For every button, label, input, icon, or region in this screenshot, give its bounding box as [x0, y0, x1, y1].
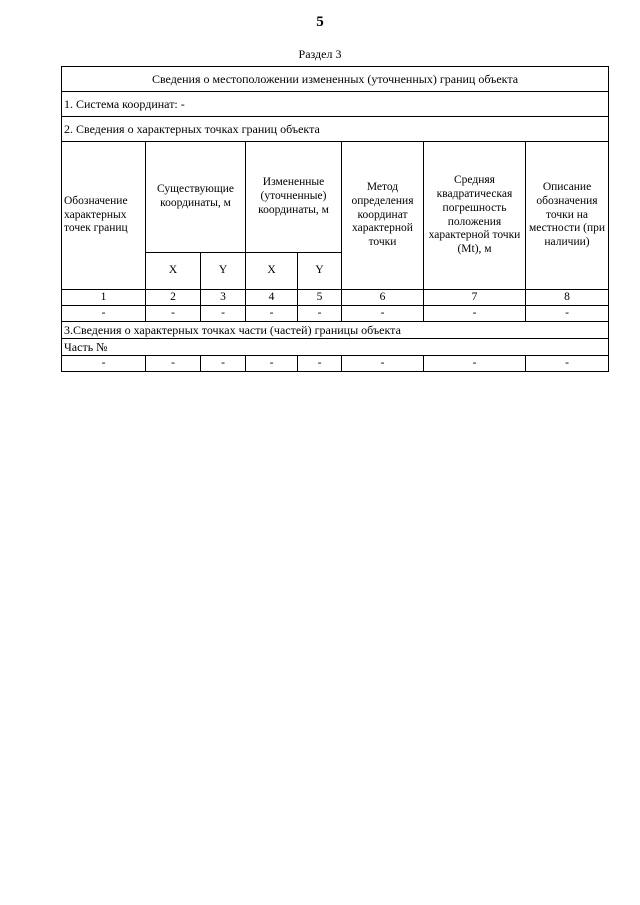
part-points-header-text: 3.Сведения о характерных точках части (частей) границы объекта [62, 322, 609, 339]
column-number: 3 [201, 290, 246, 306]
column-number: 8 [526, 290, 609, 306]
col-header-description: Описание обозначения точки на местности (при наличии) [526, 142, 609, 290]
table-cell: - [298, 306, 342, 322]
table-cell: - [526, 356, 609, 372]
col-header-error: Средняя квадратическая погрешность положения характерной точки (Mt), м [424, 142, 526, 290]
column-header-row [62, 142, 609, 253]
table-cell: - [246, 356, 298, 372]
part-number-row [62, 339, 609, 356]
part-points-header-row [62, 322, 609, 339]
table-cell: - [342, 356, 424, 372]
column-number: 2 [146, 290, 201, 306]
table-cell: - [424, 306, 526, 322]
coord-system-text: 1. Система координат: - [62, 92, 609, 117]
table-cell: - [201, 306, 246, 322]
table-row [62, 306, 609, 322]
sub-header-y-existing: Y [201, 253, 246, 290]
table-cell: - [146, 356, 201, 372]
table-cell: - [62, 356, 146, 372]
table-cell: - [342, 306, 424, 322]
col-header-changed: Измененные (уточненные) координаты, м [246, 142, 342, 253]
col-header-method: Метод определения координат характерной точки [342, 142, 424, 290]
part-number-label: Часть № [62, 339, 609, 356]
column-number: 4 [246, 290, 298, 306]
sub-header-x-changed: X [246, 253, 298, 290]
column-number: 6 [342, 290, 424, 306]
sub-header-y-changed: Y [298, 253, 342, 290]
table-cell: - [146, 306, 201, 322]
column-number: 7 [424, 290, 526, 306]
table-title-row [62, 67, 609, 92]
coord-system-row [62, 92, 609, 117]
table-title: Сведения о местоположении измененных (уточненных) границ объекта [62, 67, 609, 92]
column-number: 5 [298, 290, 342, 306]
column-number: 1 [62, 290, 146, 306]
boundary-points-table [61, 66, 609, 372]
col-header-designation: Обозначение характерных точек границ [62, 142, 146, 290]
table-cell: - [62, 306, 146, 322]
column-number-row [62, 290, 609, 306]
table-cell: - [201, 356, 246, 372]
points-header-row [62, 117, 609, 142]
points-header-text: 2. Сведения о характерных точках границ объекта [62, 117, 609, 142]
table-cell: - [424, 356, 526, 372]
sub-header-x-existing: X [146, 253, 201, 290]
table-cell: - [526, 306, 609, 322]
page-number: 5 [316, 14, 324, 30]
section-label: Раздел 3 [298, 47, 342, 61]
table-row [62, 356, 609, 372]
table-cell: - [246, 306, 298, 322]
table-cell: - [298, 356, 342, 372]
col-header-existing: Существующие координаты, м [146, 142, 246, 253]
